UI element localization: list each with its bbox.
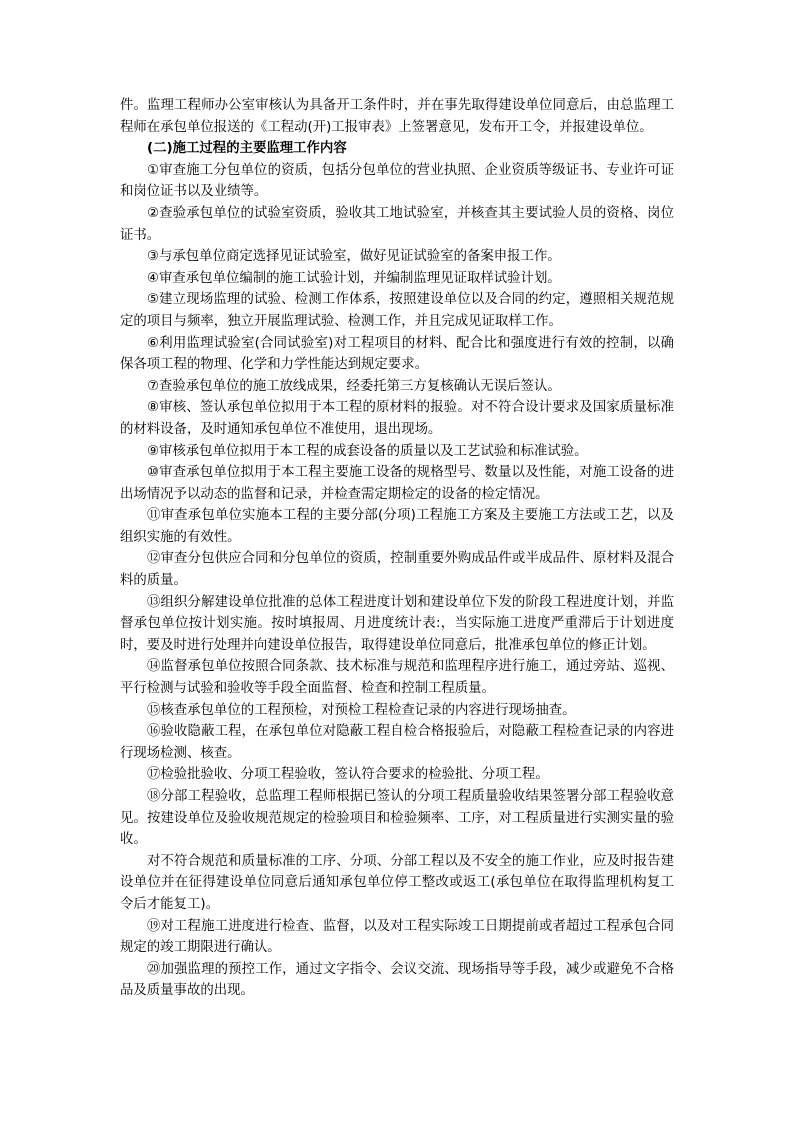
document-page	[120, 95, 674, 1002]
list-item-15: ⑮核查承包单位的工程预检，对预检工程检查记录的内容进行现场抽查。	[147, 702, 576, 718]
list-item-7: ⑦查验承包单位的施工放线成果，经委托第三方复核确认无误后签认。	[147, 378, 561, 394]
list-item-10: ⑩审查承包单位拟用于本工程主要施工设备的规格型号、数量以及性能，对施工设备的进出场情况予以动态的监督和记录，并检查需定期检定的设备的检定情况。	[120, 465, 674, 502]
list-item-14: ⑭监督承包单位按照合同条款、技术标准与规范和监理程序进行施工，通过旁站、巡视、平行检测与试验和验收等手段全面监督、检查和控制工程质量。	[120, 659, 674, 697]
list-item-13: ⑬组织分解建设单位批准的总体工程进度计划和建设单位下发的阶段工程进度计划，并监督承包单位按计划实施。按时填报周、月进度统计表:，当实际施工进度严重滞后于计划进度时，要及时进行处理并向建设单位报告，取得建设单位同意后，批准承包单位的修正计划。	[120, 594, 674, 653]
list-item-6: ⑥利用监理试验室(合同试验室)对工程项目的材料、配合比和强度进行有效的控制，以确保各项工程的物理、化学和力学性能达到规定要求。	[120, 335, 674, 373]
list-item-3: ③与承包单位商定选择见证试验室，做好见证试验室的备案申报工作。	[147, 249, 561, 265]
list-item-4: ④审查承包单位编制的施工试验计划，并编制监理见证取样试验计划。	[147, 270, 561, 286]
list-item-18: ⑱分部工程验收，总监理工程师根据已签认的分项工程质量验收结果签署分部工程验收意见。按建设单位及验收规范规定的检验项目和检验频率、工序，对工程质量进行实测实量的验收。	[120, 789, 674, 848]
list-item-19: ⑲对工程施工进度进行检查、监督，以及对工程实际竣工日期提前或者超过工程承包合同规定的竣工期限进行确认。	[120, 918, 674, 956]
list-item-12: ⑫审查分包供应合同和分包单位的资质，控制重要外购成品件或半成品件、原材料及混合料的质量。	[120, 551, 674, 589]
section-heading: (二)施工过程的主要监理工作内容	[147, 141, 347, 157]
list-item-1: ①审查施工分包单位的资质，包括分包单位的营业执照、企业资质等级证书、专业许可证和岗位证书以及业绩等。	[120, 162, 674, 200]
plain-paragraph: 对不符合规范和质量标准的工序、分项、分部工程以及不安全的施工作业，应及时报告建设单位并在征得建设单位同意后通知承包单位停工整改或返工(承包单位在取得监理机构复工令后才能复工)。	[120, 853, 674, 912]
list-item-17: ⑰检验批验收、分项工程验收，签认符合要求的检验批、分项工程。	[147, 767, 549, 783]
list-item-11: ⑪审查承包单位实施本工程的主要分部(分项)工程施工方案及主要施工方法或工艺，以及组织实施的有效性。	[120, 508, 674, 545]
opening-paragraph: 件。监理工程师办公室审核认为具备开工条件时，并在事先取得建设单位同意后，由总监理工程师在承包单位报送的《工程动(开)工报审表》上签署意见，发布开工令，并报建设单位。	[120, 98, 674, 135]
list-item-9: ⑨审核承包单位拟用于本工程的成套设备的质量以及工艺试验和标准试验。	[147, 443, 588, 459]
list-item-16: ⑯验收隐蔽工程，在承包单位对隐蔽工程自检合格报验后，对隐蔽工程检查记录的内容进行现场检测、核查。	[120, 724, 674, 761]
list-item-2: ②查验承包单位的试验室资质，验收其工地试验室，并核查其主要试验人员的资格、岗位证书。	[120, 205, 674, 243]
list-item-5: ⑤建立现场监理的试验、检测工作体系，按照建设单位以及合同的约定，遵照相关规范规定的项目与频率，独立开展监理试验、检测工作，并且完成见证取样工作。	[120, 292, 674, 329]
list-item-8: ⑧审核、签认承包单位拟用于本工程的原材料的报验。对不符合设计要求及国家质量标准的材料设备，及时通知承包单位不准使用，退出现场。	[120, 400, 674, 437]
list-item-20: ⑳加强监理的预控工作，通过文字指令、会议交流、现场指导等手段，减少或避免不合格品及质量事故的出现。	[120, 961, 674, 999]
